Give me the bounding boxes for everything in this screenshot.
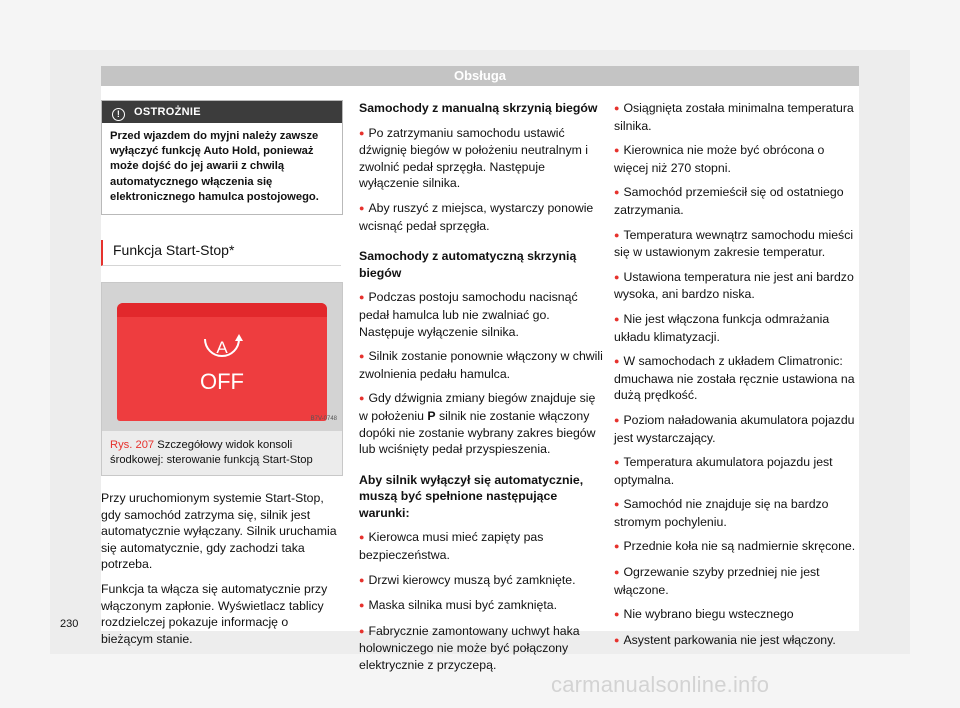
button-text-a: A bbox=[216, 338, 228, 358]
warning-box bbox=[101, 100, 343, 215]
watermark: carmanualsonline.info bbox=[551, 672, 770, 697]
list-item: ● Nie jest włączona funkcja odmrażania układu klimatyzacji. bbox=[614, 311, 858, 345]
list-item: ● Przednie koła nie są nadmiernie skręcone. bbox=[614, 538, 858, 556]
intro-text bbox=[101, 490, 341, 647]
button-text-off: OFF bbox=[200, 369, 244, 395]
warning-label: OSTROŻNIE bbox=[134, 106, 201, 118]
list-item-gear-p bbox=[359, 390, 603, 457]
page-number: 230 bbox=[60, 618, 79, 630]
list-item: ● Poziom naładowania akumulatora pojazdu jest wystarczający. bbox=[614, 412, 858, 446]
list-item: ● Drzwi kierowcy muszą być zamknięte. bbox=[359, 572, 603, 590]
list-item: ● Temperatura akumulatora pojazdu jest optymalna. bbox=[614, 454, 858, 488]
list-item: ● Kierownica nie może być obrócona o więcej niż 270 stopni. bbox=[614, 142, 858, 176]
column-3 bbox=[614, 100, 858, 657]
arrow-head bbox=[235, 334, 243, 341]
list-item: ● Ustawiona temperatura nie jest ani bardzo wysoka, ani bardzo niska. bbox=[614, 269, 858, 303]
conditions-heading: Aby silnik wyłączył się automatycznie, muszą być spełnione następujące warunki: bbox=[359, 472, 584, 520]
paragraph: Funkcja ta włącza się automatycznie przy włączonym zapłonie. Wyświetlacz tablicy rozdzielczej pokazuje informację o bieżącym stanie. bbox=[101, 581, 328, 646]
image-code: B7V-0748 bbox=[310, 416, 337, 423]
list-item: ● Silnik zostanie ponownie włączony w chwili zwolnienia pedału hamulca. bbox=[359, 348, 603, 382]
gear-p: P bbox=[427, 408, 436, 423]
list-item: ● Samochód przemieścił się od ostatniego zatrzymania. bbox=[614, 184, 858, 218]
list-item: ● Po zatrzymaniu samochodu ustawić dźwignię biegów w położeniu neutralnym i zwolnić pedał sprzęgła. Następuje wyłączenie silnika. bbox=[359, 125, 603, 192]
auto-off-icon bbox=[117, 303, 327, 421]
list-item: ● Maska silnika musi być zamknięta. bbox=[359, 597, 603, 615]
column-1 bbox=[101, 100, 341, 655]
paragraph: Przy uruchomionym systemie Start-Stop, gdy samochód zatrzyma się, silnik jest automatycznie wyłączany. Silnik uruchamia się automatycznie, gdy zachodzi taka potrzeba. bbox=[101, 491, 337, 572]
figure-caption-text: Szczegółowy widok konsoli środkowej: sterowanie funkcją Start-Stop bbox=[110, 439, 313, 466]
figure-image bbox=[102, 283, 342, 431]
warning-text: Przed wjazdem do myjni należy zawsze wyłączyć funkcję Auto Hold, ponieważ może dojść do jej awarii z chwilą automatycznego włączenia się elektronicznego hamulca postojowego. bbox=[102, 123, 342, 214]
manual-gearbox-heading: Samochody z manualną skrzynią biegów bbox=[359, 101, 598, 115]
figure-caption bbox=[102, 431, 342, 475]
list-item: ● Temperatura wewnątrz samochodu mieści się w ustawionym zakresie temperatur. bbox=[614, 227, 858, 261]
list-item: ● Nie wybrano biegu wstecznego bbox=[614, 606, 858, 624]
figure bbox=[101, 282, 343, 476]
section-title: Funkcja Start-Stop* bbox=[101, 240, 341, 266]
list-item: ● Fabrycznie zamontowany uchwyt haka holowniczego nie może być połączony elektrycznie z przyczepą. bbox=[359, 623, 603, 674]
automatic-gearbox-heading: Samochody z automatyczną skrzynią biegów bbox=[359, 249, 577, 280]
text: silnik nie zostanie włączony dopóki nie zostanie wybrany zakres biegów lub wciśnięty pedał przyspieszenia. bbox=[359, 408, 596, 457]
list-item: ● Ogrzewanie szyby przedniej nie jest włączone. bbox=[614, 564, 858, 598]
start-stop-off-button-illustration bbox=[117, 303, 327, 421]
list-item: ● Asystent parkowania nie jest włączony. bbox=[614, 632, 858, 650]
column-2 bbox=[359, 100, 603, 682]
warning-header bbox=[102, 101, 342, 123]
list-item: ● Samochód nie znajduje się na bardzo stromym pochyleniu. bbox=[614, 496, 858, 530]
list-item: ● Aby ruszyć z miejsca, wystarczy ponowie wcisnąć pedał sprzęgła. bbox=[359, 200, 603, 234]
list-item: ● W samochodach z układem Climatronic: dmuchawa nie została ręcznie ustawiona na dużą prędkość. bbox=[614, 353, 858, 404]
figure-number: Rys. 207 bbox=[110, 439, 155, 452]
exclamation-circle-icon: ! bbox=[112, 108, 125, 121]
list-item: ● Kierowca musi mieć zapięty pas bezpieczeństwa. bbox=[359, 529, 603, 563]
list-item: ● Podczas postoju samochodu nacisnąć pedał hamulca lub nie zwalniać go. Następuje wyłączenie silnika. bbox=[359, 289, 603, 340]
page-header: Obsługa bbox=[101, 66, 859, 86]
list-item: ● Osiągnięta została minimalna temperatura silnika. bbox=[614, 100, 858, 134]
text: Gdy dźwignia zmiany biegów znajduje się w położeniu bbox=[359, 391, 596, 423]
